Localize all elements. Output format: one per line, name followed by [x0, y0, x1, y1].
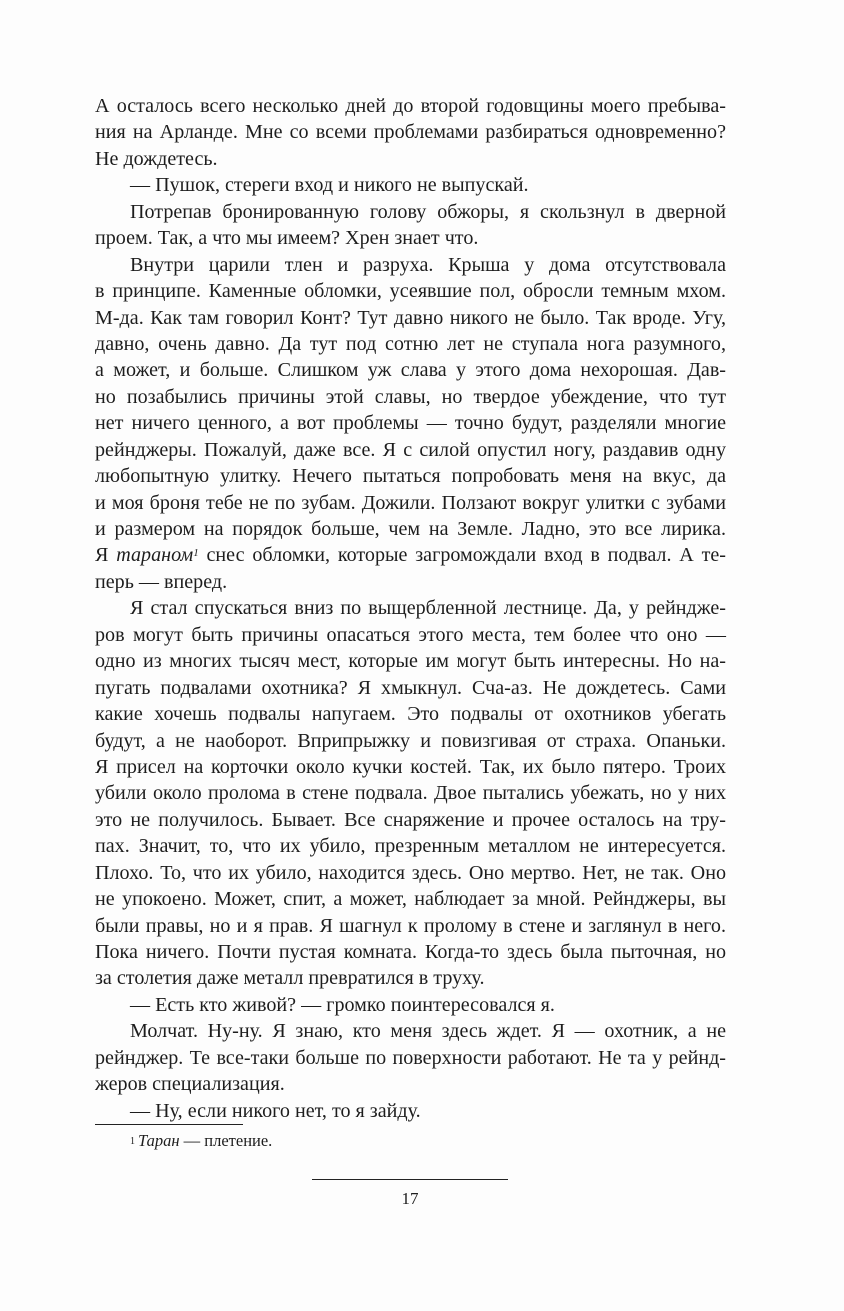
text-line: это не получилось. Бывает. Все снаряжение и прочее осталось на тру-: [95, 808, 726, 831]
text-line: жеров специализация.: [95, 1073, 285, 1096]
text-line: А осталось всего несколько дней до второй годовщины моего пребыва-: [95, 95, 726, 117]
footnote-divider: [95, 1124, 243, 1125]
footnote: [130, 1130, 272, 1152]
page-number: 17: [401, 1189, 419, 1208]
text-line: Потрепав бронированную голову обжоры, я скользнул в дверной: [130, 200, 726, 223]
text-line: Не дождетесь.: [95, 147, 218, 170]
text-fragment: Я: [95, 544, 117, 567]
text-fragment: снес обломки, которые загромождали вход в подвал. А те-: [206, 544, 726, 567]
text-line: убили около пролома в стене подвала. Двое пытались убежать, но у них: [95, 782, 726, 805]
text-line: будут, а не наоборот. Вприпрыжку и повизгивая от страха. Опаньки.: [95, 729, 726, 752]
text-line: и размером на порядок больше, чем на Земле. Ладно, это все лирика.: [95, 518, 726, 540]
text-line: Пока ничего. Почти пустая комната. Когда-то здесь была пыточная, но: [95, 941, 726, 963]
text-line: в принципе. Каменные обломки, усеявшие пол, обросли темным мхом.: [95, 280, 726, 303]
text-line: ния на Арланде. Мне со всеми проблемами разбираться одновременно?: [95, 121, 726, 144]
text-line: Плохо. То, что их убило, находится здесь. Оно мертво. Нет, не так. Оно: [95, 861, 726, 884]
text-line: — Ну, если никого нет, то я зайду.: [130, 1099, 421, 1122]
text-line: были правы, но и я прав. Я шагнул к пролому в стене и заглянул в него.: [95, 914, 726, 937]
footnote-term: тараном: [116, 544, 194, 567]
text-line: пах. Значит, то, что их убило, презренным металлом не интересуется.: [95, 835, 726, 858]
text-line: одно из многих тысяч мест, которые им могут быть интересны. Но на-: [95, 650, 726, 673]
text-line: какие хочешь подвалы напугаем. Это подвалы от охотников убегать: [95, 703, 726, 726]
text-line-footnote-ref: [95, 542, 726, 568]
text-line: но позабылись причины этой славы, но твердое убеждение, что тут: [95, 385, 726, 408]
text-line: М-да. Как там говорил Конт? Тут давно никого не было. Так вроде. Угу,: [95, 306, 726, 329]
footnote-reference[interactable]: 1: [193, 547, 199, 560]
main-text: [95, 93, 726, 1124]
text-line: нет ничего ценного, а вот проблемы — точно будут, разделяли многие: [95, 412, 726, 435]
text-line: Внутри царили тлен и разруха. Крыша у дома отсутствовала: [130, 253, 726, 276]
text-line: любопытную улитку. Нечего пытаться попробовать меня на вкус, да: [95, 465, 726, 488]
footnote-mark: 1: [130, 1136, 135, 1147]
text-line: пугать подвалами охотника? Я хмыкнул. Сча-аз. Не дождетесь. Сами: [95, 676, 726, 699]
text-line: Я стал спускаться вниз по выщербленной лестнице. Да, у рейндже-: [130, 597, 726, 620]
text-line: — Пушок, стереги вход и никого не выпускай.: [130, 174, 529, 197]
footnote-term: Таран: [138, 1131, 180, 1150]
text-line: не упокоено. Может, спит, а может, наблюдает за мной. Рейнджеры, вы: [95, 888, 726, 911]
text-line: Я присел на корточки около кучки костей. Так, их было пятеро. Троих: [95, 755, 726, 778]
footnote-text: — плетение.: [179, 1131, 273, 1150]
text-line: проем. Так, а что мы имеем? Хрен знает что.: [95, 227, 479, 250]
text-line: ров могут быть причины опасаться этого места, тем более что оно —: [95, 623, 726, 646]
text-line: а может, и больше. Слишком уж слава у этого дома нехорошая. Дав-: [95, 359, 726, 382]
text-line: рейнджеры. Пожалуй, даже все. Я с силой опустил ногу, раздавив одну: [95, 438, 726, 461]
text-line: рейнджер. Те все-таки больше по поверхности работают. Не та у рейнд-: [95, 1046, 726, 1069]
text-line: Молчат. Ну-ну. Я знаю, кто меня здесь ждет. Я — охотник, а не: [130, 1020, 726, 1043]
text-line: — Есть кто живой? — громко поинтересовался я.: [130, 993, 555, 1016]
text-line: давно, очень давно. Да тут под сотню лет не ступала нога разумного,: [95, 332, 726, 355]
text-line: перь — вперед.: [95, 570, 228, 593]
page-number-divider: [312, 1179, 508, 1180]
text-line: за столетия даже металл превратился в труху.: [95, 967, 485, 990]
text-line: и моя броня тебе не по зубам. Дожили. Ползают вокруг улитки с зубами: [95, 491, 726, 514]
